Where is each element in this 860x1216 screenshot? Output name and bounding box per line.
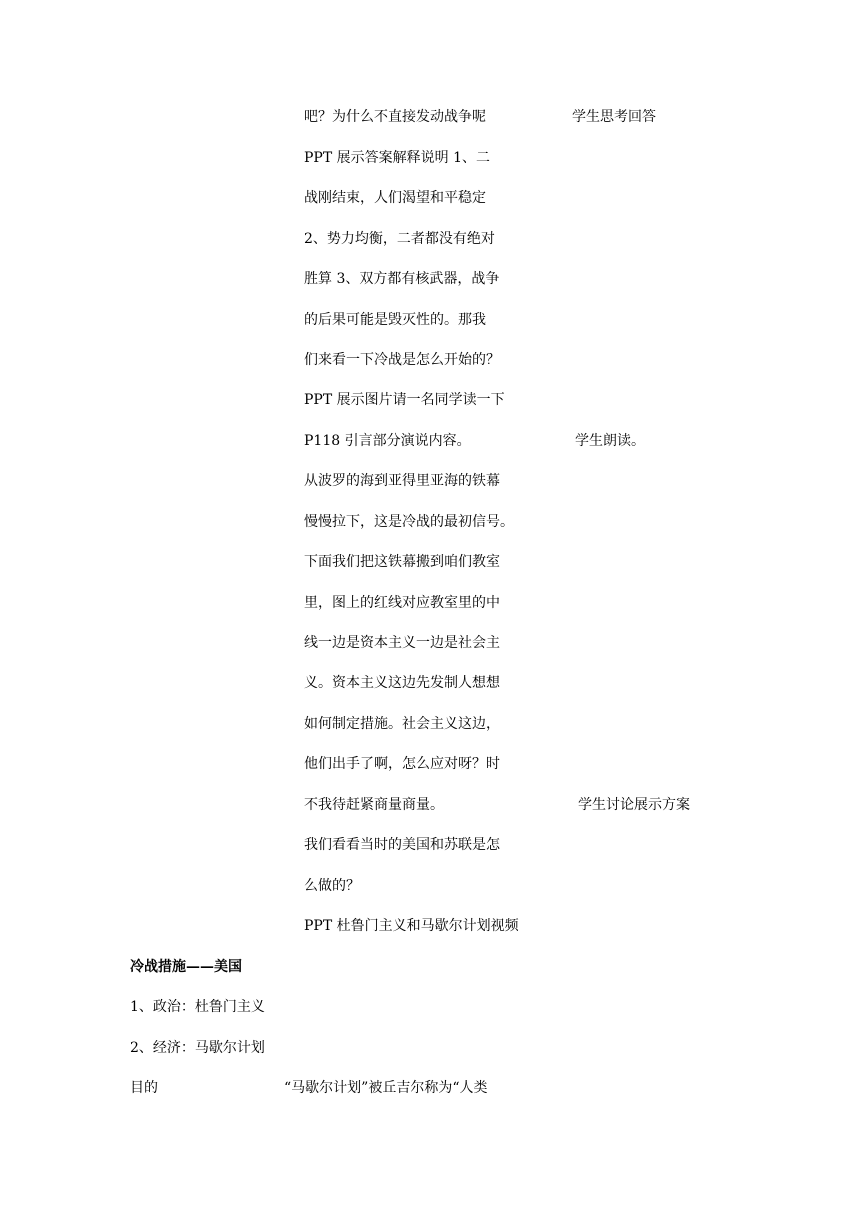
list-item: 2、经济：马歇尔计划 xyxy=(130,1040,265,1056)
teacher-text-line: 吧？为什么不直接发动战争呢 xyxy=(304,109,486,125)
teacher-text-line: 如何制定措施。社会主义这边， xyxy=(304,716,500,732)
teacher-text-line: 下面我们把这铁幕搬到咱们教室 xyxy=(304,554,500,570)
student-activity: 学生朗读。 xyxy=(575,433,645,449)
teacher-text-line: 他们出手了啊，怎么应对呀？时 xyxy=(304,756,500,772)
teacher-text-line: 我们看看当时的美国和苏联是怎 xyxy=(304,837,500,853)
student-activity: 学生思考回答 xyxy=(572,109,656,125)
teacher-text-line: 里，图上的红线对应教室里的中 xyxy=(304,595,500,611)
purpose-label: 目的 xyxy=(130,1080,158,1096)
teacher-text-line: 线一边是资本主义一边是社会主 xyxy=(304,635,500,651)
teacher-text-line: 不我待赶紧商量商量。 xyxy=(304,797,444,813)
teacher-text-line: 义。资本主义这边先发制人想想 xyxy=(304,675,500,691)
teacher-text-line: 从波罗的海到亚得里亚海的铁幕 xyxy=(304,473,500,489)
teacher-text-line: 胜算 3、双方都有核武器，战争 xyxy=(304,271,500,287)
teacher-text-line: 么做的？ xyxy=(304,878,360,894)
teacher-text-line: P118 引言部分演说内容。 xyxy=(304,433,471,449)
quote-text: “马歇尔计划”被丘吉尔称为“人类 xyxy=(284,1080,488,1096)
teacher-text-line: PPT 展示答案解释说明 1、二 xyxy=(304,150,490,166)
list-item: 1、政治：杜鲁门主义 xyxy=(130,999,265,1015)
teacher-text-line: PPT 杜鲁门主义和马歇尔计划视频 xyxy=(304,918,519,934)
student-activity: 学生讨论展示方案 xyxy=(578,797,690,813)
section-heading: 冷战措施——美国 xyxy=(130,959,242,975)
teacher-text-line: 慢慢拉下，这是冷战的最初信号。 xyxy=(304,514,514,530)
teacher-text-line: 的后果可能是毁灭性的。那我 xyxy=(304,312,486,328)
teacher-text-line: 们来看一下冷战是怎么开始的？ xyxy=(304,352,500,368)
teacher-text-line: 战刚结束，人们渴望和平稳定 xyxy=(304,190,486,206)
teacher-text-line: PPT 展示图片请一名同学读一下 xyxy=(304,392,505,408)
teacher-text-line: 2、势力均衡，二者都没有绝对 xyxy=(304,231,495,247)
